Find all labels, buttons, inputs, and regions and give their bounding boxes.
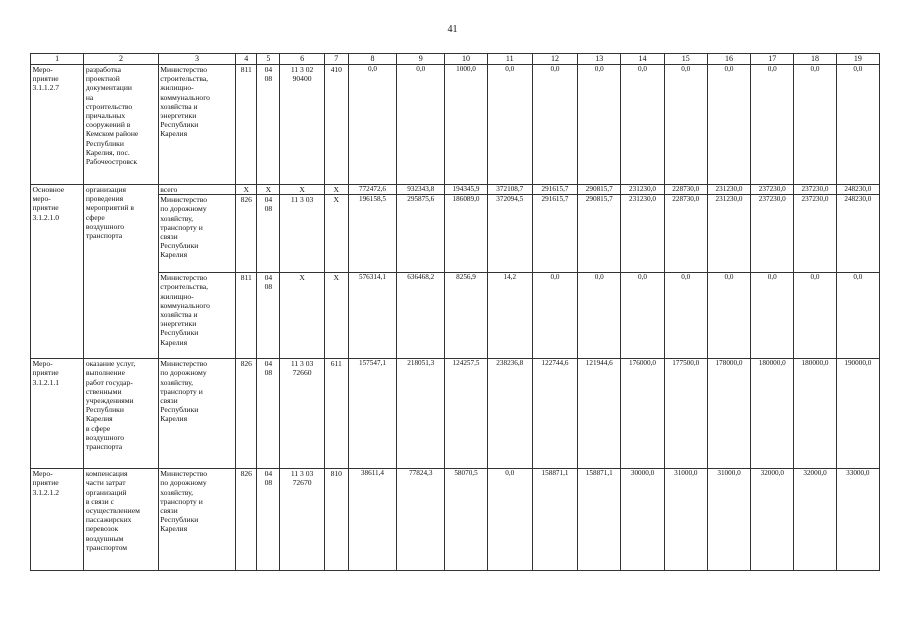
column-header: 7 — [324, 54, 348, 65]
amount-cell: 176000,0 — [621, 359, 664, 469]
column-number-row — [31, 54, 880, 65]
column-header: 1 — [31, 54, 84, 65]
table-row — [31, 185, 880, 195]
amount-cell: 177500,0 — [664, 359, 707, 469]
amount-cell: 0,0 — [794, 273, 836, 359]
measure-name-cell: оказание услуг, выполнение работ государ- ственными учреждениями Республики Карелия в сфере воздушного транспорта — [84, 359, 158, 469]
ministry-code-cell: 826 — [236, 469, 257, 571]
table-row — [31, 359, 880, 469]
amount-cell: 38611,4 — [348, 469, 396, 571]
amount-cell: 158871,1 — [578, 469, 621, 571]
table-row — [31, 469, 880, 571]
amount-cell: 0,0 — [487, 65, 532, 185]
amount-cell: 0,0 — [707, 273, 750, 359]
page-number: 41 — [447, 24, 458, 35]
section-code-cell: 04 08 — [257, 359, 280, 469]
amount-cell: 237230,0 — [794, 185, 836, 195]
amount-cell: 237230,0 — [751, 195, 794, 273]
measure-code-cell: Меро- приятие 3.1.2.1.2 — [31, 469, 84, 571]
amount-cell: 291615,7 — [532, 195, 577, 273]
table-row — [31, 65, 880, 185]
executor-cell: всего — [158, 185, 235, 195]
amount-cell: 14,2 — [487, 273, 532, 359]
amount-cell: 178000,0 — [707, 359, 750, 469]
measure-code-cell: Основное меро- приятие 3.1.2.1.0 — [31, 185, 84, 359]
amount-cell: 158871,1 — [532, 469, 577, 571]
column-header: 8 — [348, 54, 396, 65]
target-article-cell: X — [280, 185, 324, 195]
amount-cell: 186089,0 — [445, 195, 487, 273]
amount-cell: 0,0 — [578, 65, 621, 185]
column-header: 18 — [794, 54, 836, 65]
amount-cell: 228730,0 — [664, 185, 707, 195]
amount-cell: 576314,1 — [348, 273, 396, 359]
amount-cell: 295875,6 — [397, 195, 445, 273]
column-header: 5 — [257, 54, 280, 65]
amount-cell: 0,0 — [751, 65, 794, 185]
amount-cell: 32000,0 — [751, 469, 794, 571]
column-header: 16 — [707, 54, 750, 65]
amount-cell: 291615,7 — [532, 185, 577, 195]
amount-cell: 636468,2 — [397, 273, 445, 359]
column-header: 13 — [578, 54, 621, 65]
amount-cell: 121944,6 — [578, 359, 621, 469]
measure-name-cell: разработка проектной документации на строительство причальных сооружений в Кемском районе Республики Карелия, пос. Рабочеостровск — [84, 65, 158, 185]
amount-cell: 58070,5 — [445, 469, 487, 571]
amount-cell: 372108,7 — [487, 185, 532, 195]
amount-cell: 31000,0 — [664, 469, 707, 571]
measure-code-cell: Меро- приятие 3.1.1.2.7 — [31, 65, 84, 185]
table-row — [31, 273, 880, 359]
amount-cell: 231230,0 — [621, 185, 664, 195]
amount-cell: 0,0 — [751, 273, 794, 359]
target-article-cell: 11 3 02 90400 — [280, 65, 324, 185]
ministry-code-cell: 811 — [236, 273, 257, 359]
amount-cell: 0,0 — [836, 273, 879, 359]
amount-cell: 248230,0 — [836, 195, 879, 273]
amount-cell: 0,0 — [836, 65, 879, 185]
amount-cell: 0,0 — [348, 65, 396, 185]
measure-code-cell: Меро- приятие 3.1.2.1.1 — [31, 359, 84, 469]
expense-type-cell: X — [324, 195, 348, 273]
target-article-cell: 11 3 03 72670 — [280, 469, 324, 571]
amount-cell: 0,0 — [664, 65, 707, 185]
table-row — [31, 195, 880, 273]
amount-cell: 0,0 — [794, 65, 836, 185]
amount-cell: 290815,7 — [578, 195, 621, 273]
expense-type-cell: X — [324, 185, 348, 195]
executor-cell: Министерство по дорожному хозяйству, транспорту и связи Республики Карелия — [158, 469, 235, 571]
target-article-cell: X — [280, 273, 324, 359]
column-header: 17 — [751, 54, 794, 65]
amount-cell: 157547,1 — [348, 359, 396, 469]
section-code-cell: 04 08 — [257, 273, 280, 359]
expense-type-cell: 810 — [324, 469, 348, 571]
target-article-cell: 11 3 03 72660 — [280, 359, 324, 469]
amount-cell: 77824,3 — [397, 469, 445, 571]
column-header: 11 — [487, 54, 532, 65]
executor-cell: Министерство по дорожному хозяйству, транспорту и связи Республики Карелия — [158, 359, 235, 469]
amount-cell: 228730,0 — [664, 195, 707, 273]
amount-cell: 231230,0 — [707, 185, 750, 195]
amount-cell: 237230,0 — [794, 195, 836, 273]
section-code-cell: 04 08 — [257, 195, 280, 273]
column-header: 4 — [236, 54, 257, 65]
amount-cell: 238236,8 — [487, 359, 532, 469]
measure-name-cell: организация проведения мероприятий в сфере воздушного транспорта — [84, 185, 158, 359]
amount-cell: 231230,0 — [621, 195, 664, 273]
program-table — [30, 53, 880, 571]
ministry-code-cell: 826 — [236, 195, 257, 273]
ministry-code-cell: X — [236, 185, 257, 195]
column-header: 10 — [445, 54, 487, 65]
amount-cell: 30000,0 — [621, 469, 664, 571]
amount-cell: 196158,5 — [348, 195, 396, 273]
ministry-code-cell: 811 — [236, 65, 257, 185]
amount-cell: 1000,0 — [445, 65, 487, 185]
amount-cell: 932343,8 — [397, 185, 445, 195]
amount-cell: 372094,5 — [487, 195, 532, 273]
expense-type-cell: 611 — [324, 359, 348, 469]
expense-type-cell: X — [324, 273, 348, 359]
section-code-cell: 04 08 — [257, 65, 280, 185]
column-header: 12 — [532, 54, 577, 65]
amount-cell: 0,0 — [532, 273, 577, 359]
amount-cell: 772472,6 — [348, 185, 396, 195]
amount-cell: 122744,6 — [532, 359, 577, 469]
amount-cell: 237230,0 — [751, 185, 794, 195]
column-header: 3 — [158, 54, 235, 65]
target-article-cell: 11 3 03 — [280, 195, 324, 273]
amount-cell: 33000,0 — [836, 469, 879, 571]
column-header: 9 — [397, 54, 445, 65]
amount-cell: 231230,0 — [707, 195, 750, 273]
amount-cell: 180000,0 — [794, 359, 836, 469]
executor-cell: Министерство строительства, жилищно- коммунального хозяйства и энергетики Республики Карелия — [158, 65, 235, 185]
amount-cell: 8256,9 — [445, 273, 487, 359]
column-header: 2 — [84, 54, 158, 65]
amount-cell: 32000,0 — [794, 469, 836, 571]
amount-cell: 218051,3 — [397, 359, 445, 469]
amount-cell: 0,0 — [532, 65, 577, 185]
expense-type-cell: 410 — [324, 65, 348, 185]
amount-cell: 31000,0 — [707, 469, 750, 571]
measure-name-cell: компенсация части затрат организаций в связи с осуществлением пассажирских перевозок воздушным транспортом — [84, 469, 158, 571]
column-header: 19 — [836, 54, 879, 65]
amount-cell: 290815,7 — [578, 185, 621, 195]
amount-cell: 0,0 — [578, 273, 621, 359]
amount-cell: 190000,0 — [836, 359, 879, 469]
amount-cell: 0,0 — [664, 273, 707, 359]
amount-cell: 0,0 — [621, 65, 664, 185]
section-code-cell: X — [257, 185, 280, 195]
executor-cell: Министерство по дорожному хозяйству, транспорту и связи Республики Карелия — [158, 195, 235, 273]
amount-cell: 0,0 — [397, 65, 445, 185]
ministry-code-cell: 826 — [236, 359, 257, 469]
amount-cell: 0,0 — [707, 65, 750, 185]
executor-cell: Министерство строительства, жилищно- коммунального хозяйства и энергетики Республики Карелия — [158, 273, 235, 359]
amount-cell: 180000,0 — [751, 359, 794, 469]
amount-cell: 0,0 — [487, 469, 532, 571]
amount-cell: 248230,0 — [836, 185, 879, 195]
amount-cell: 194345,9 — [445, 185, 487, 195]
column-header: 14 — [621, 54, 664, 65]
amount-cell: 0,0 — [621, 273, 664, 359]
column-header: 15 — [664, 54, 707, 65]
amount-cell: 124257,5 — [445, 359, 487, 469]
section-code-cell: 04 08 — [257, 469, 280, 571]
column-header: 6 — [280, 54, 324, 65]
